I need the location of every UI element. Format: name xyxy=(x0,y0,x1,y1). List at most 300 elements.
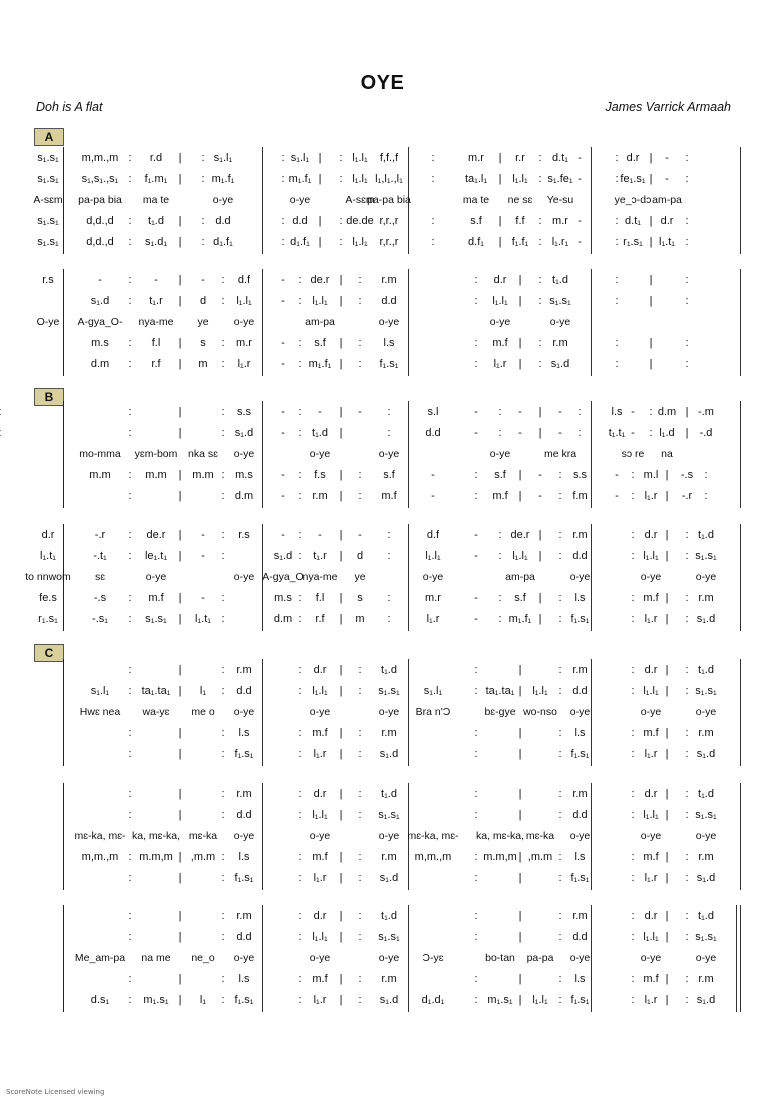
lyric-syllable: A-sɛm xyxy=(33,194,63,206)
solfa-note: : xyxy=(298,337,302,349)
solfa-note: f₁.s₁ xyxy=(234,872,254,884)
lyric-syllable: mɛ-ka xyxy=(188,830,218,842)
solfa-note: | xyxy=(538,550,542,562)
solfa-note: : xyxy=(358,748,362,760)
solfa-note: : xyxy=(474,748,478,760)
solfa-note: l.s xyxy=(574,851,586,863)
solfa-note: s.f xyxy=(514,592,526,604)
solfa-note: l₁.r xyxy=(644,748,658,760)
solfa-note: -.m xyxy=(698,406,714,418)
solfa-note: | xyxy=(518,994,522,1006)
solfa-note: | xyxy=(178,274,182,286)
lyric-syllable: ka, mɛ-ka, xyxy=(476,830,524,842)
solfa-note: : xyxy=(685,613,689,625)
solfa-note: - xyxy=(281,358,285,370)
solfa-note: - xyxy=(98,274,102,286)
solfa-note: - xyxy=(474,613,478,625)
lyric-syllable: na xyxy=(661,448,673,460)
solfa-note: m.m xyxy=(192,469,214,481)
solfa-note: : xyxy=(558,727,562,739)
barline xyxy=(63,905,64,1012)
solfa-note: : xyxy=(615,173,619,185)
solfa-note: | xyxy=(518,664,522,676)
solfa-note: | xyxy=(498,152,502,164)
lyric-syllable: mɛ-ka, mɛ- xyxy=(407,830,459,842)
solfa-note: - xyxy=(615,490,619,502)
solfa-note: l₁.l₁ xyxy=(312,685,328,697)
solfa-note: : xyxy=(649,406,653,418)
lyric-syllable: ma te xyxy=(462,194,490,206)
solfa-note: s₁.d₁ xyxy=(144,236,168,248)
solfa-note: | xyxy=(665,529,669,541)
solfa-note: s.f xyxy=(470,215,482,227)
solfa-note: f₁.s₁ xyxy=(234,994,254,1006)
solfa-note: : xyxy=(685,173,689,185)
solfa-note: : xyxy=(387,550,391,562)
solfa-note: : xyxy=(685,788,689,800)
solfa-note: : xyxy=(685,592,689,604)
lyric-syllable: o-ye xyxy=(695,706,717,718)
solfa-note: : xyxy=(221,788,225,800)
solfa-note: : xyxy=(685,685,689,697)
solfa-note: l₁.l₁ xyxy=(512,173,528,185)
solfa-note: m.m,m xyxy=(139,851,173,863)
solfa-note: | xyxy=(518,809,522,821)
solfa-note: r₁.s₁ xyxy=(623,236,643,248)
solfa-note: : xyxy=(685,152,689,164)
solfa-note: : xyxy=(201,152,205,164)
solfa-note: -.r xyxy=(94,529,106,541)
solfa-note: : xyxy=(358,337,362,349)
solfa-note: d.r xyxy=(313,664,327,676)
solfa-note: | xyxy=(649,274,653,286)
solfa-note: - xyxy=(358,529,362,541)
barline xyxy=(740,905,741,1012)
score-system xyxy=(0,272,765,377)
solfa-note: d.m xyxy=(273,613,293,625)
solfa-note: : xyxy=(631,973,635,985)
solfa-note: : xyxy=(474,274,478,286)
solfa-note: : xyxy=(631,788,635,800)
solfa-note: | xyxy=(318,236,322,248)
solfa-note: d.r xyxy=(313,788,327,800)
solfa-note: : xyxy=(128,550,132,562)
solfa-note: | xyxy=(518,788,522,800)
solfa-note: f.m xyxy=(572,490,588,502)
solfa-note: d.d xyxy=(425,427,441,439)
solfa-note: d.t₁ xyxy=(625,215,641,227)
solfa-note: : xyxy=(128,236,132,248)
solfa-note: l₁.t₁ xyxy=(40,550,56,562)
solfa-note: m₁.f₁ xyxy=(508,613,532,625)
solfa-note: fe.s xyxy=(39,592,57,604)
solfa-note: : xyxy=(558,851,562,863)
solfa-note: : xyxy=(298,592,302,604)
solfa-note: : xyxy=(298,664,302,676)
solfa-note: r.m xyxy=(698,592,714,604)
solfa-note: : xyxy=(685,295,689,307)
lyric-syllable: o-ye xyxy=(489,448,511,460)
solfa-note: : xyxy=(221,872,225,884)
lyric-syllable: wa-yɛ xyxy=(142,706,170,718)
solfa-note: | xyxy=(538,613,542,625)
solfa-note: d.d xyxy=(215,215,231,227)
solfa-note: r.m xyxy=(381,973,397,985)
solfa-note: : xyxy=(387,427,391,439)
solfa-note: - xyxy=(558,427,562,439)
solfa-note: : xyxy=(128,358,132,370)
solfa-note: | xyxy=(178,529,182,541)
solfa-note: d xyxy=(199,295,207,307)
solfa-note: s₁.l₁ xyxy=(423,685,443,697)
barline xyxy=(408,524,409,631)
solfa-note: l₁.l₁ xyxy=(312,295,328,307)
solfa-note: : xyxy=(298,809,302,821)
lyric-syllable: o-ye xyxy=(695,952,717,964)
barline xyxy=(262,905,263,1012)
solfa-note: | xyxy=(178,973,182,985)
lyric-syllable: o-ye xyxy=(378,316,400,328)
solfa-note: - xyxy=(154,274,158,286)
solfa-note: | xyxy=(178,851,182,863)
barline xyxy=(262,659,263,766)
solfa-note: : xyxy=(221,529,225,541)
solfa-note: l.s xyxy=(574,973,586,985)
solfa-note: m.r xyxy=(236,337,252,349)
lyric-syllable: o-ye xyxy=(289,194,311,206)
solfa-note: r.m xyxy=(236,664,252,676)
solfa-note: : xyxy=(221,358,225,370)
solfa-note: d.t₁ xyxy=(552,152,568,164)
solfa-note: l₁.r₁ xyxy=(551,236,569,248)
solfa-note: : xyxy=(128,427,132,439)
solfa-note: r.m xyxy=(698,851,714,863)
lyric-syllable: me kra xyxy=(543,448,577,460)
solfa-note: f₁.f₁ xyxy=(511,236,529,248)
solfa-note: t₁.d xyxy=(698,664,714,676)
solfa-note: d₁.d₁ xyxy=(421,994,445,1006)
barline xyxy=(63,269,64,376)
solfa-note: | xyxy=(339,490,343,502)
solfa-note: | xyxy=(339,973,343,985)
solfa-note: : xyxy=(498,550,502,562)
solfa-note: : xyxy=(615,215,619,227)
lyric-syllable: A-gya_O xyxy=(262,571,304,583)
solfa-note: | xyxy=(518,748,522,760)
solfa-note: s₁.s₁ xyxy=(695,809,717,821)
solfa-note: | xyxy=(178,152,182,164)
solfa-note: : xyxy=(221,295,225,307)
solfa-note: - xyxy=(281,427,285,439)
composer-name: James Varrick Armaah xyxy=(605,100,731,114)
solfa-note: : xyxy=(704,490,708,502)
solfa-note: : xyxy=(538,274,542,286)
solfa-note: | xyxy=(518,727,522,739)
barline xyxy=(408,401,409,508)
solfa-note: : xyxy=(631,994,635,1006)
lyric-syllable: o-ye xyxy=(212,194,234,206)
solfa-note: | xyxy=(685,406,689,418)
solfa-note: f₁.s₁ xyxy=(234,748,254,760)
solfa-note: f₁.s₁ xyxy=(570,748,590,760)
barline xyxy=(591,147,592,254)
solfa-note: : xyxy=(685,872,689,884)
solfa-note: r.m xyxy=(572,529,588,541)
solfa-note: | xyxy=(685,427,689,439)
solfa-note: - xyxy=(281,469,285,481)
solfa-note: d.f xyxy=(426,529,440,541)
solfa-note: : xyxy=(387,529,391,541)
solfa-note: | xyxy=(339,358,343,370)
solfa-note: d,d.,d xyxy=(86,236,114,248)
solfa-note: | xyxy=(518,358,522,370)
solfa-note: m.s xyxy=(91,337,109,349)
solfa-note: : xyxy=(358,358,362,370)
lyric-syllable: o-ye xyxy=(309,830,331,842)
solfa-note: : xyxy=(298,727,302,739)
solfa-note: -.t₁ xyxy=(93,550,107,562)
solfa-note: l.s xyxy=(611,406,623,418)
solfa-note: d.d xyxy=(572,685,588,697)
solfa-note: m.s xyxy=(235,469,253,481)
lyric-syllable: o-ye xyxy=(309,952,331,964)
lyric-syllable: me o xyxy=(191,706,215,718)
solfa-note: r.s xyxy=(42,274,54,286)
solfa-note: r.m xyxy=(698,973,714,985)
solfa-note: : xyxy=(128,337,132,349)
lyric-syllable: Bra n'Ɔ xyxy=(415,706,451,718)
solfa-note: s₁.s₁ xyxy=(378,809,400,821)
barline xyxy=(262,269,263,376)
solfa-note: : xyxy=(281,215,285,227)
lyric-syllable: nka sɛ xyxy=(188,448,218,460)
solfa-note: | xyxy=(665,910,669,922)
solfa-note: : xyxy=(474,727,478,739)
rehearsal-mark-b: B xyxy=(34,388,64,406)
solfa-note: : xyxy=(128,295,132,307)
solfa-note: s₁.l₁ xyxy=(90,685,110,697)
solfa-note: l₁.l₁ xyxy=(643,931,659,943)
solfa-note: : xyxy=(615,295,619,307)
solfa-note: | xyxy=(649,337,653,349)
solfa-note: ,m.m xyxy=(527,851,553,863)
solfa-note: l₁.l₁ xyxy=(643,550,659,562)
solfa-note: : xyxy=(558,664,562,676)
solfa-note: s₁.d xyxy=(234,427,254,439)
solfa-note: m xyxy=(355,613,365,625)
solfa-note: d₁.f₁ xyxy=(290,236,310,248)
solfa-note: - xyxy=(578,236,582,248)
barline xyxy=(591,659,592,766)
solfa-note: d.d xyxy=(236,809,252,821)
solfa-note: : xyxy=(298,851,302,863)
solfa-note: | xyxy=(665,469,669,481)
lyric-syllable: o-ye xyxy=(640,571,662,583)
solfa-note: : xyxy=(498,592,502,604)
solfa-note: l.s xyxy=(238,727,250,739)
solfa-note: l₁.r xyxy=(644,994,658,1006)
solfa-note: - xyxy=(558,406,562,418)
solfa-note: | xyxy=(665,490,669,502)
lyric-syllable: nya-me xyxy=(302,571,338,583)
lyric-syllable: o-ye xyxy=(640,830,662,842)
solfa-note: t₁.r xyxy=(313,550,327,562)
score-system xyxy=(0,404,765,509)
solfa-note: : xyxy=(558,994,562,1006)
solfa-note: | xyxy=(665,973,669,985)
solfa-note: s₁.s₁ xyxy=(695,931,717,943)
solfa-note: : xyxy=(298,295,302,307)
solfa-note: m.f xyxy=(643,727,659,739)
solfa-note: d.d xyxy=(292,215,308,227)
solfa-note: m.f xyxy=(643,851,659,863)
solfa-note: | xyxy=(339,529,343,541)
solfa-note: : xyxy=(431,236,435,248)
solfa-note: - xyxy=(431,469,435,481)
solfa-note: d.r xyxy=(41,529,55,541)
solfa-note: : xyxy=(498,529,502,541)
lyric-syllable: pa-pa bia xyxy=(78,194,122,206)
lyric-syllable: ye xyxy=(354,571,366,583)
solfa-note: d.r xyxy=(644,529,658,541)
solfa-note: f.s xyxy=(314,469,326,481)
solfa-note: : xyxy=(631,910,635,922)
solfa-note: : xyxy=(685,215,689,227)
solfa-note: f₁.s₁ xyxy=(570,994,590,1006)
solfa-note: : xyxy=(298,490,302,502)
lyric-syllable: wo-nso xyxy=(523,706,557,718)
lyric-syllable: ye_ɔ-dɔ xyxy=(614,194,652,206)
solfa-note: : xyxy=(128,973,132,985)
solfa-note: l₁.l₁ xyxy=(512,550,528,562)
solfa-note: t₁.t₁ xyxy=(608,427,626,439)
solfa-note: -.d xyxy=(699,427,713,439)
solfa-note: : xyxy=(358,809,362,821)
solfa-note: - xyxy=(631,427,635,439)
lyric-syllable: Hwɛ nea xyxy=(79,706,121,718)
solfa-note: s.f xyxy=(383,469,395,481)
solfa-note: - xyxy=(201,274,205,286)
solfa-note: s₁.d xyxy=(696,872,716,884)
solfa-note: : xyxy=(221,613,225,625)
solfa-note: l₁.r xyxy=(237,358,251,370)
solfa-note: : xyxy=(615,236,619,248)
rehearsal-mark-c: C xyxy=(34,644,64,662)
solfa-note: : xyxy=(128,173,132,185)
solfa-note: | xyxy=(518,337,522,349)
solfa-note: : xyxy=(128,529,132,541)
solfa-note: : xyxy=(128,872,132,884)
solfa-note: : xyxy=(474,337,478,349)
solfa-note: | xyxy=(178,358,182,370)
solfa-note: | xyxy=(178,550,182,562)
solfa-note: : xyxy=(358,910,362,922)
solfa-note: : xyxy=(128,592,132,604)
barline xyxy=(262,147,263,254)
solfa-note: | xyxy=(178,215,182,227)
barline xyxy=(740,524,741,631)
solfa-note: | xyxy=(649,358,653,370)
solfa-note: ta₁.ta₁ xyxy=(141,685,171,697)
solfa-note: : xyxy=(558,931,562,943)
solfa-note: d₁.f₁ xyxy=(213,236,233,248)
solfa-note: r.m xyxy=(572,788,588,800)
solfa-note: | xyxy=(649,295,653,307)
solfa-note: : xyxy=(685,727,689,739)
solfa-note: s₁.d xyxy=(696,748,716,760)
solfa-note: : xyxy=(281,236,285,248)
solfa-note: l.s xyxy=(238,973,250,985)
solfa-note: | xyxy=(498,173,502,185)
solfa-note: - xyxy=(474,406,478,418)
solfa-note: | xyxy=(518,490,522,502)
lyric-syllable: A-sɛm xyxy=(345,194,375,206)
solfa-note: m.s xyxy=(274,592,292,604)
solfa-note: : xyxy=(298,358,302,370)
solfa-note: : xyxy=(431,173,435,185)
barline xyxy=(63,147,64,254)
solfa-note: : xyxy=(431,152,435,164)
solfa-note: f.f xyxy=(515,215,525,227)
solfa-note: - xyxy=(281,490,285,502)
solfa-note: : xyxy=(538,215,542,227)
solfa-note: : xyxy=(474,788,478,800)
solfa-note: d.s₁ xyxy=(90,994,110,1006)
solfa-note: : xyxy=(685,851,689,863)
solfa-note: s₁.s₁ xyxy=(378,931,400,943)
solfa-note: - xyxy=(538,490,542,502)
solfa-note: : xyxy=(298,685,302,697)
solfa-note: l₁.r xyxy=(313,748,327,760)
solfa-note: | xyxy=(339,851,343,863)
solfa-note: | xyxy=(518,469,522,481)
solfa-note: s₁,s₁.,s₁ xyxy=(81,173,119,185)
solfa-note: s₁.d xyxy=(550,358,570,370)
solfa-note: d.d xyxy=(572,550,588,562)
solfa-note: : xyxy=(221,851,225,863)
solfa-note: : xyxy=(578,427,582,439)
solfa-note: m.r xyxy=(425,592,441,604)
solfa-note: : xyxy=(221,809,225,821)
solfa-note: : xyxy=(281,152,285,164)
solfa-note: r.s xyxy=(238,529,250,541)
solfa-note: | xyxy=(538,592,542,604)
solfa-note: -.s xyxy=(680,469,694,481)
solfa-note: d.d xyxy=(572,931,588,943)
solfa-note: : xyxy=(298,788,302,800)
barline xyxy=(408,905,409,1012)
barline xyxy=(740,401,741,508)
solfa-note: : xyxy=(474,664,478,676)
solfa-note: : xyxy=(358,973,362,985)
lyric-syllable: o-ye xyxy=(233,830,255,842)
solfa-note: r.m xyxy=(552,337,568,349)
solfa-note: m.m xyxy=(145,469,167,481)
solfa-note: : xyxy=(558,748,562,760)
solfa-note: : xyxy=(128,274,132,286)
solfa-note: : xyxy=(538,236,542,248)
solfa-note: : xyxy=(128,748,132,760)
solfa-note: | xyxy=(178,236,182,248)
solfa-note: s₁.s₁ xyxy=(37,173,59,185)
solfa-note: : xyxy=(474,295,478,307)
solfa-note: : xyxy=(358,274,362,286)
barline xyxy=(408,269,409,376)
solfa-note: r.m xyxy=(698,727,714,739)
solfa-note: | xyxy=(178,685,182,697)
solfa-note: | xyxy=(498,215,502,227)
solfa-note: - xyxy=(578,173,582,185)
